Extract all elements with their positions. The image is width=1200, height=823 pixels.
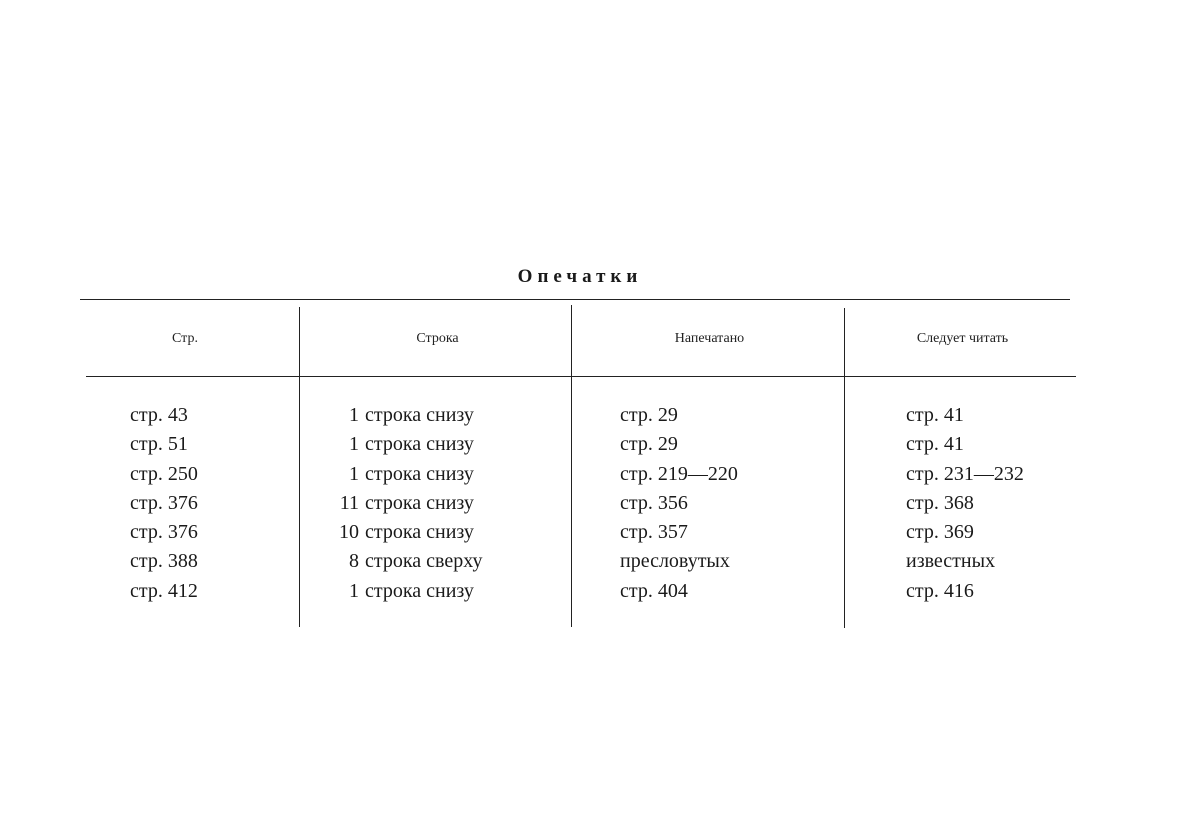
line-text: строка снизу xyxy=(365,433,474,456)
column-divider-3 xyxy=(844,308,845,628)
table-cell: стр. 29 xyxy=(620,404,678,426)
printed-column xyxy=(620,401,738,606)
line-number: 11 xyxy=(339,491,359,514)
column-divider-1 xyxy=(299,307,300,627)
line-number: 1 xyxy=(349,462,359,485)
table-cell: стр. 41 xyxy=(906,433,964,456)
table-cell: стр. 388 xyxy=(130,550,198,573)
header-line: Строка xyxy=(416,331,459,346)
table-cell xyxy=(325,489,482,518)
page-column xyxy=(130,401,198,606)
line-text: строка снизу xyxy=(365,404,474,426)
header-correct: Следует читать xyxy=(916,331,1009,346)
table-cell: стр. 376 xyxy=(130,521,198,544)
errata-title: Опечатки xyxy=(517,266,643,287)
line-text: строка снизу xyxy=(365,521,474,544)
table-cell xyxy=(325,401,482,430)
table-cell xyxy=(325,430,482,459)
table-cell: стр. 43 xyxy=(130,404,188,426)
table-cell xyxy=(325,577,482,606)
line-text: строка снизу xyxy=(365,491,474,514)
line-number: 8 xyxy=(349,550,359,573)
table-cell: стр. 250 xyxy=(130,462,198,485)
table-top-rule xyxy=(80,299,1070,300)
header-printed: Напечатано xyxy=(674,331,745,346)
line-number: 10 xyxy=(339,521,359,544)
table-cell: стр. 29 xyxy=(620,433,678,456)
header-page: Стр. xyxy=(172,331,198,346)
table-cell: пресловутых xyxy=(620,550,730,573)
table-cell: стр. 376 xyxy=(130,491,198,514)
line-text: строка снизу xyxy=(365,579,474,602)
table-cell xyxy=(325,547,482,576)
table-cell: стр. 356 xyxy=(620,491,688,514)
line-text: строка сверху xyxy=(365,550,483,573)
line-column xyxy=(325,401,482,606)
line-number: 1 xyxy=(349,433,359,456)
correct-column xyxy=(906,401,1024,606)
table-cell xyxy=(325,518,482,547)
table-cell: стр. 412 xyxy=(130,579,198,602)
header-bottom-rule xyxy=(86,376,1076,377)
table-cell: стр. 41 xyxy=(906,404,964,426)
line-number: 1 xyxy=(349,404,359,426)
table-cell: стр. 51 xyxy=(130,433,188,456)
table-cell xyxy=(325,460,482,489)
table-cell: стр. 369 xyxy=(906,521,974,544)
table-cell: стр. 368 xyxy=(906,491,974,514)
line-text: строка снизу xyxy=(365,462,474,485)
table-cell: известных xyxy=(906,550,996,573)
table-cell: стр. 404 xyxy=(620,579,688,602)
line-number: 1 xyxy=(349,579,359,602)
table-cell: стр. 231—232 xyxy=(906,462,1024,485)
table-cell: стр. 219—220 xyxy=(620,462,738,485)
column-divider-2 xyxy=(571,305,572,627)
table-cell: стр. 357 xyxy=(620,521,688,544)
table-cell: стр. 416 xyxy=(906,579,974,602)
